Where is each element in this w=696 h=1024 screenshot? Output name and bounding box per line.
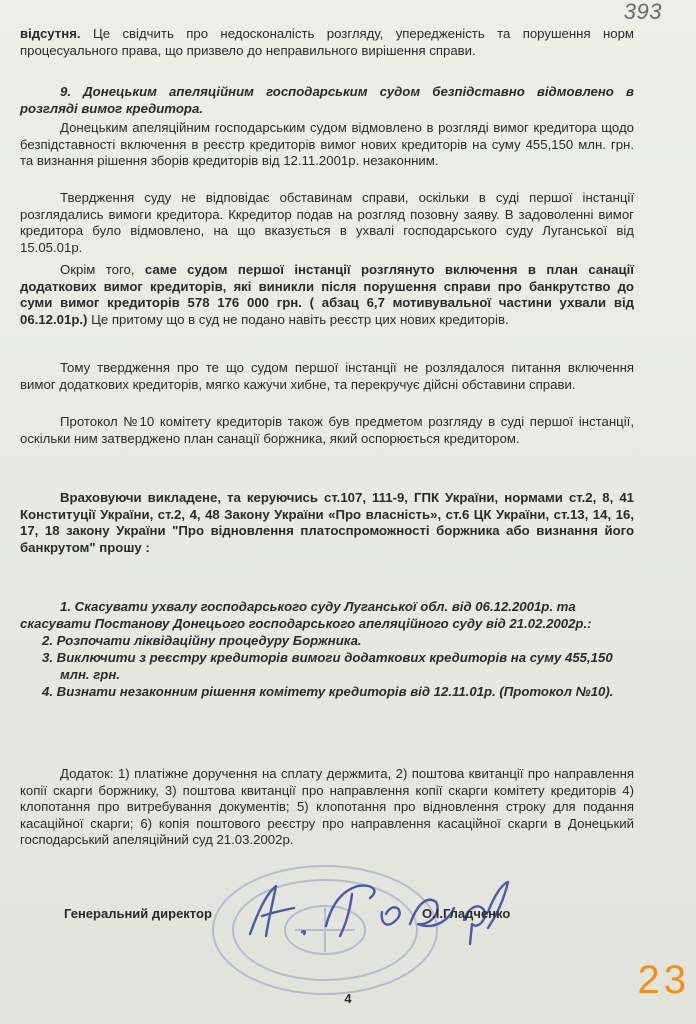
request-item-1 (20, 598, 634, 632)
request-number: 4. (42, 684, 53, 699)
signature-row (64, 902, 624, 932)
conclusion-paragraph: Враховуючи викладене, та керуючись ст.107, 111-9, ГПК України, нормами ст.2, 8, 41 Конституції України, ст.2, 4, 48 Закону України «Про власність», ст.6 ЦК України, ст.13, 14, 16, 17, 18 закону України "Про відновлення платоспроможності боржника або визнання його банкрутом" прошу : (20, 490, 634, 555)
p3-bold: саме судом першої інстанції розглянуто включення в план санації додаткових вимог кредиторів, які виникли після порушення справи про банкрутство до суми вимог кредиторів 578 176 000 грн. ( абзац 6,7 мотивувальної частини ухвали від 06.12.01р.) (20, 262, 634, 327)
intro-paragraph (20, 26, 634, 59)
section-9-paragraph-3 (20, 262, 634, 328)
section-9-paragraph-2: Твердження суду не відповідає обставинам справи, оскільки в суді першої інстанції розглядались вимоги кредитора. Ккредитор подав на розгляд позовну заяву. В задоволенні вимог кредитора було відмовлено, на що вказується в ухвалі господарського суду Луганської від 15.05.01р. (20, 190, 634, 255)
p3-start: Окрім того, (60, 262, 145, 277)
signer-name: О.І.Гладченко (422, 906, 511, 921)
request-text: Визнати незаконним рішення комітету кредиторів від 12.11.01р. (Протокол №10). (56, 684, 614, 699)
request-list (20, 598, 634, 700)
appendix-paragraph: Додаток: 1) платіжне доручення на сплату держмита, 2) поштова квитанції про направлення копії скарги боржнику, 3) поштова квитанції про направлення копії скарги комітету кредиторів 4) клопотання про витребування документів; 5) клопотання про відновлення строку для подання касаційної скарги; 6) копія поштового реєстру про направлення касаційної скарги в Донецький господарський апеляційний суд 21.03.2002р. (20, 766, 634, 848)
section-9-paragraph-4: Тому твердження про те що судом першої інстанції не розлядалося питання включення вимог додаткових кредиторів, мягко кажучи хибне, та перекручує дійсні обставини справи. (20, 360, 634, 392)
corner-archive-number: 23 (637, 958, 690, 1002)
request-number: 2. (42, 633, 53, 648)
request-text: Виключити з реєстру кредиторів вимоги додаткових кредиторів на суму 455,150 млн. грн. (56, 650, 613, 682)
request-item-3 (20, 649, 634, 683)
section-9-paragraph-1: Донецьким апеляційним господарським судом відмовлено в розгляді вимог кредитора щодо безпідставності включення в реєстр кредиторів вимог нових кредиторів на суму 455,150 млн. грн. та визнання рішення зборів кредиторів від 12.11.2001р. незаконним. (20, 120, 634, 169)
request-text: Розпочати ліквідаційну процедуру Боржника. (56, 633, 362, 648)
request-number: 1. (60, 599, 71, 614)
request-item-4 (20, 683, 634, 700)
archive-page-number: 393 (623, 0, 662, 24)
request-item-2 (20, 632, 634, 649)
intro-lead: відсутня. (20, 26, 81, 41)
p3-end: Це притому що в суд не подано навіть реєстр цих нових кредиторів. (87, 311, 509, 327)
request-text: Скасувати ухвалу господарського суду Луганської обл. від 06.12.2001р. та скасувати Постанову Донецього господарського апеляційного суду від 21.02.2002р.: (20, 599, 592, 631)
page-number: 4 (344, 991, 352, 1006)
section-9-heading: 9. Донецьким апеляційним господарським судом безпідставно відмовлено в розгляді вимог кредитора. (20, 84, 634, 116)
signer-title: Генеральний директор (64, 906, 212, 921)
section-9-paragraph-5: Протокол №10 комітету кредиторів також був предметом розгляду в суді першої інстанції, оскільки ним затверджено план санації боржника, який оспорюється кредитором. (20, 414, 634, 446)
request-number: 3. (42, 650, 53, 665)
intro-rest: Це свідчить про недосконалість розгляду, упередженість та порушення норм процесуального права, що призвело до неправильного вирішення справи. (20, 26, 634, 58)
